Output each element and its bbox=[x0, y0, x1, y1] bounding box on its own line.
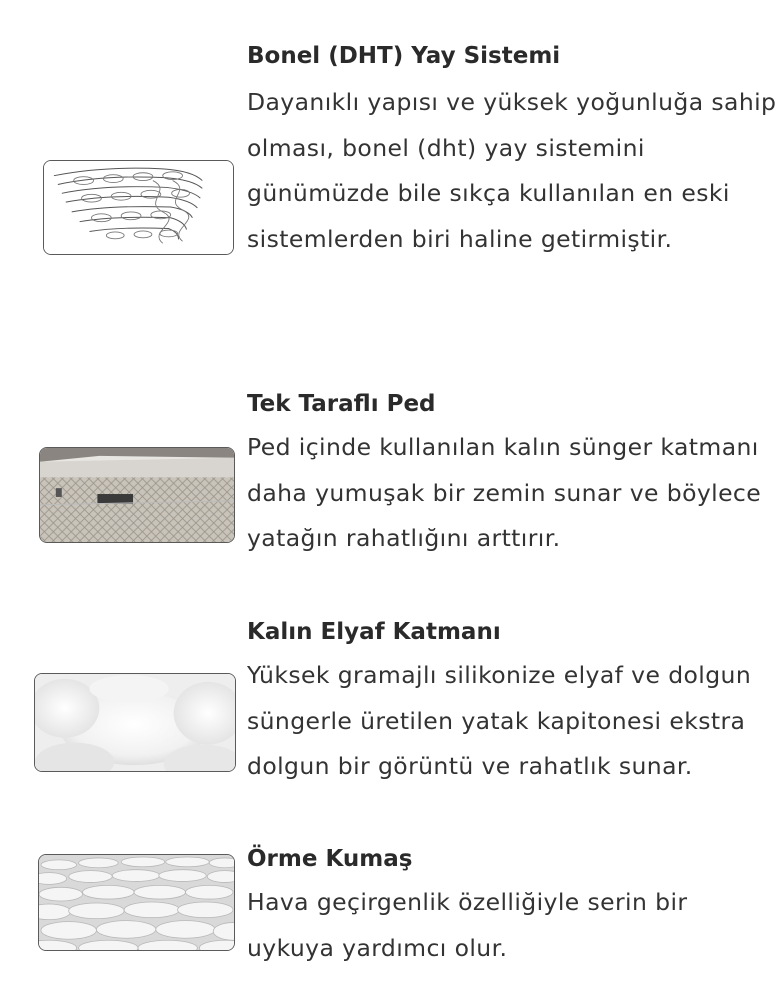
feature-title: Kalın Elyaf Katmanı bbox=[247, 619, 501, 645]
spring-coil-icon bbox=[43, 160, 234, 255]
feature-title: Tek Taraflı Ped bbox=[247, 391, 436, 417]
feature-description: Yüksek gramajlı silikonize elyaf ve dolgun süngerle üretilen yatak kapitonesi ekstra dolgun bir görüntü ve rahatlık sunar. bbox=[247, 661, 752, 780]
mattress-pad-icon bbox=[39, 447, 235, 543]
feature-description: Ped içinde kullanılan kalın sünger katmanı daha yumuşak bir zemin sunar ve böylece yatağın rahatlığını arttırır. bbox=[247, 433, 762, 552]
feature-description: Hava geçirgenlik özelliğiyle serin bir uykuya yardımcı olur. bbox=[247, 888, 688, 962]
feature-description: Dayanıklı yapısı ve yüksek yoğunluğa sahip olması, bonel (dht) yay sistemini günümüzde bile sıkça kullanılan en eski sistemlerden biri haline getirmiştir. bbox=[247, 88, 777, 253]
knit-fabric-icon bbox=[38, 854, 235, 951]
feature-title: Örme Kumaş bbox=[247, 846, 413, 872]
fiber-layer-icon bbox=[34, 673, 236, 772]
feature-title: Bonel (DHT) Yay Sistemi bbox=[247, 43, 561, 69]
